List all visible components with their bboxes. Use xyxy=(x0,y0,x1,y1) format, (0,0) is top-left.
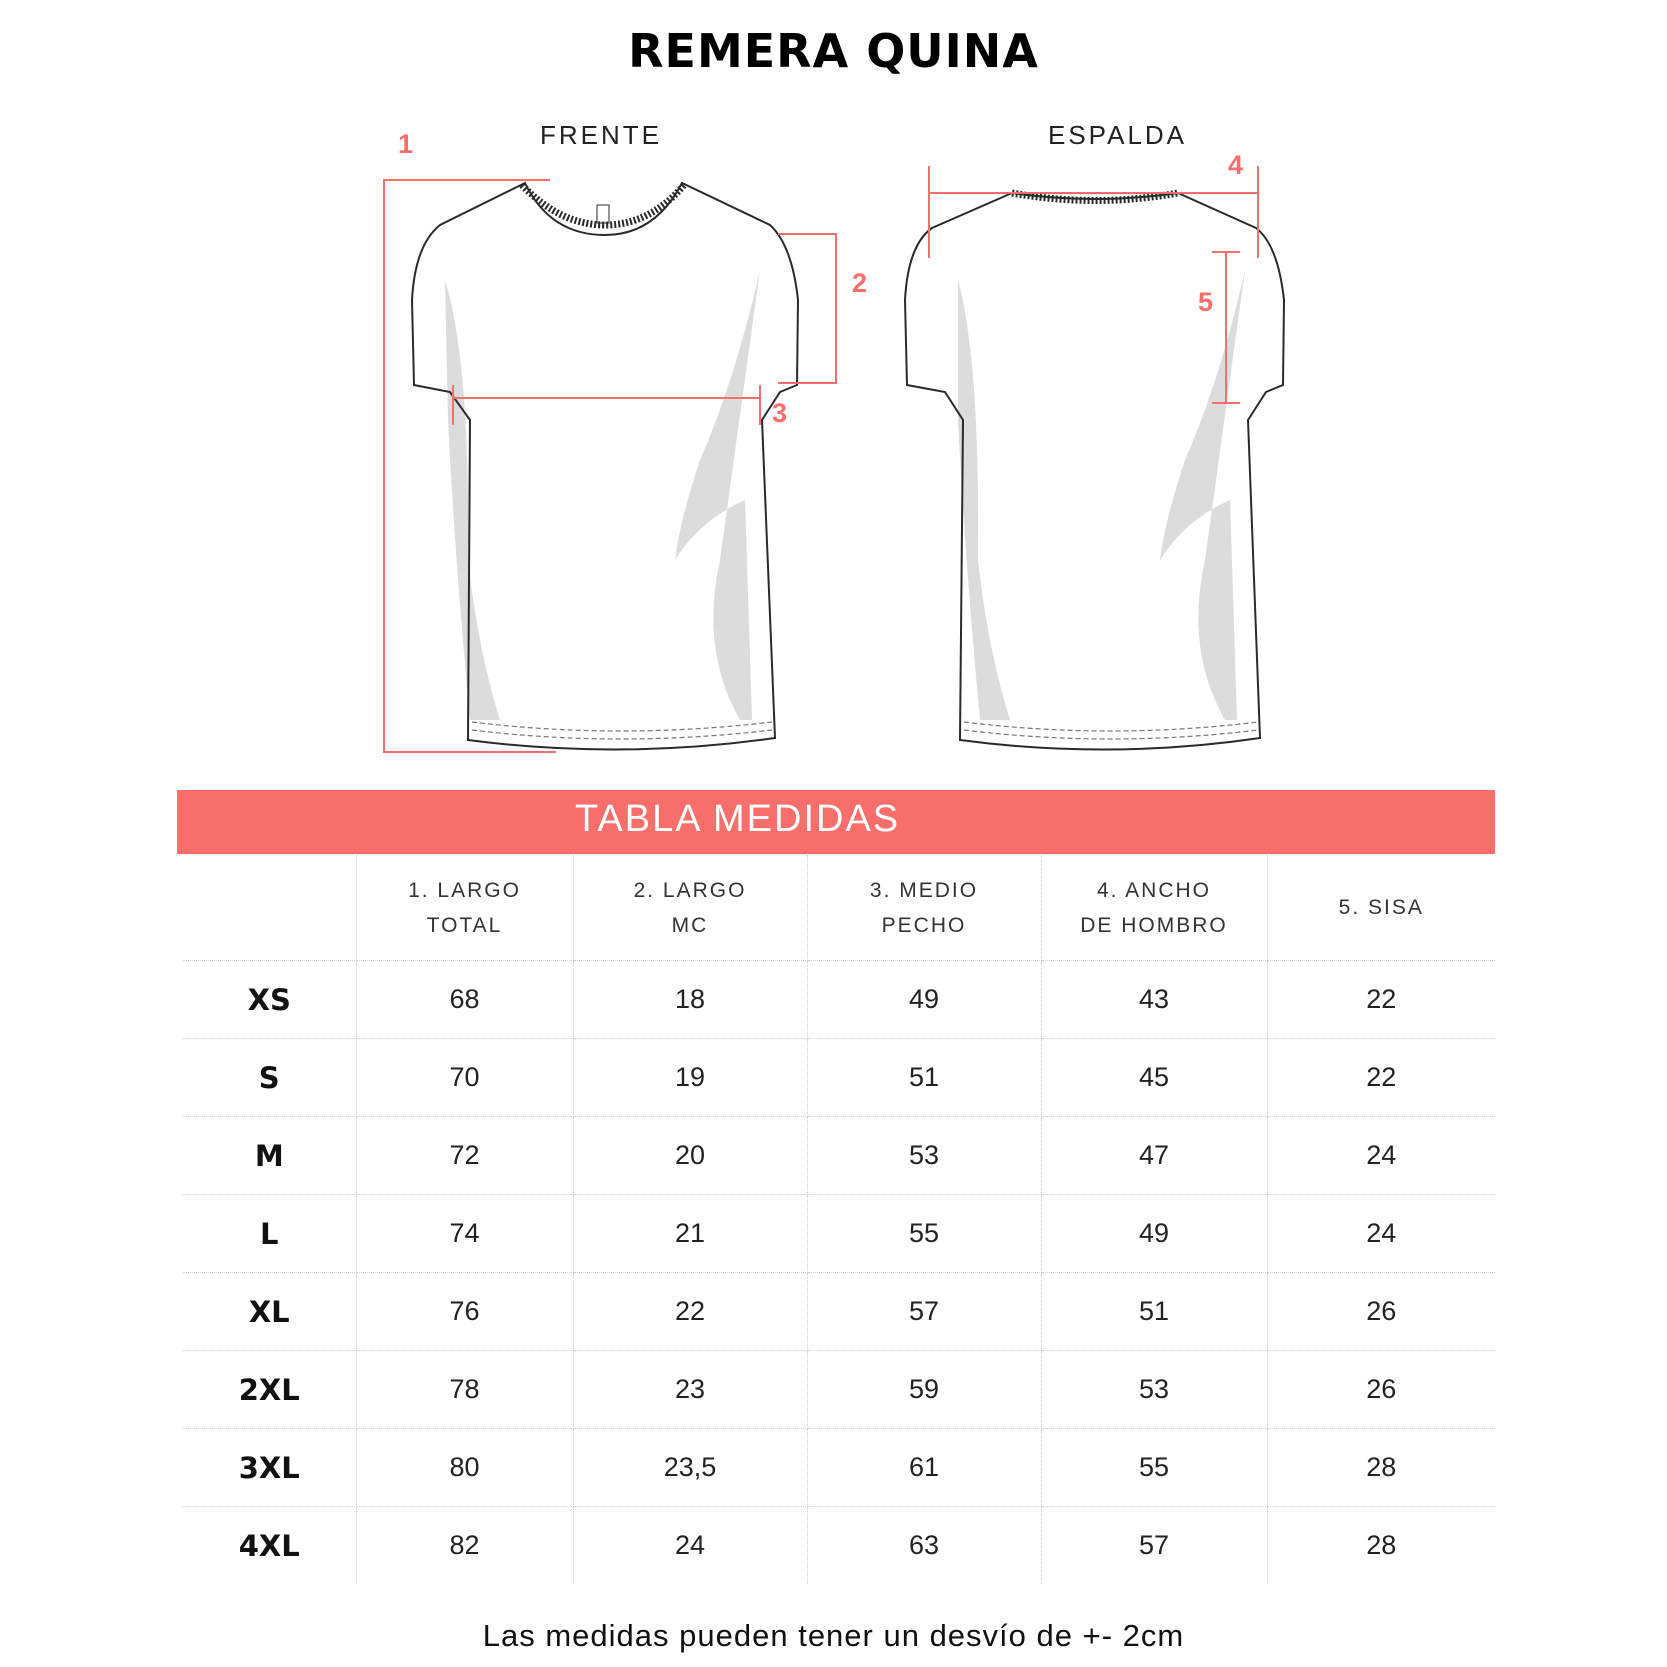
value-cell: 55 xyxy=(807,1195,1041,1273)
value-cell: 47 xyxy=(1041,1117,1267,1195)
back-sleeve-shading-right xyxy=(1160,270,1245,720)
size-cell: 4XL xyxy=(183,1507,356,1585)
table-row xyxy=(183,961,1495,1039)
front-hem-stitch-2 xyxy=(472,730,772,739)
back-hem-stitch xyxy=(964,722,1258,731)
table-banner-title: TABLA MEDIDAS xyxy=(575,798,901,840)
value-cell: 28 xyxy=(1366,1530,1397,1560)
value-cell: 63 xyxy=(807,1507,1041,1585)
marker-5: 5 xyxy=(1198,287,1214,317)
value-cell: 53 xyxy=(807,1117,1041,1195)
value-cell: 51 xyxy=(807,1039,1041,1117)
front-hem-stitch xyxy=(472,722,772,731)
deviation-footnote: Las medidas pueden tener un desvío de +- 2cm xyxy=(482,1618,1185,1653)
table-row xyxy=(183,1507,1495,1585)
table-row xyxy=(183,1117,1495,1195)
value-cell: 22 xyxy=(1267,1039,1495,1117)
value-cell: 26 xyxy=(1267,1351,1495,1429)
value-cell: 19 xyxy=(573,1039,807,1117)
size-cell: L xyxy=(183,1195,356,1273)
value-cell: 24 xyxy=(1267,1117,1495,1195)
size-cell: 3XL xyxy=(183,1429,356,1507)
measure-line-2 xyxy=(778,234,836,383)
table-row xyxy=(183,1351,1495,1429)
value-cell: 57 xyxy=(1041,1507,1267,1585)
header-sisa: 5. SISA xyxy=(1267,855,1495,961)
front-sleeve-shading-right xyxy=(675,270,760,720)
header-medio-pecho: 3. MEDIO PECHO xyxy=(807,855,1041,961)
front-view-label: FRENTE xyxy=(540,120,662,150)
back-view-label: ESPALDA xyxy=(1048,120,1188,150)
measure-line-4 xyxy=(929,166,1258,258)
value-cell: 70 xyxy=(356,1039,573,1117)
value-cell: 23,5 xyxy=(573,1429,807,1507)
back-tshirt-illustration xyxy=(905,193,1284,750)
value-cell: 74 xyxy=(356,1195,573,1273)
back-sleeve-shading-left xyxy=(958,280,1010,720)
page-title: REMERA QUINA xyxy=(628,24,1039,78)
value-cell: 59 xyxy=(807,1351,1041,1429)
value-cell: 76 xyxy=(356,1273,573,1351)
table-row xyxy=(183,1039,1495,1117)
size-cell: XS xyxy=(183,961,356,1039)
table-row xyxy=(183,1429,1495,1507)
front-sleeve-shading-left xyxy=(445,280,500,720)
marker-4: 4 xyxy=(1228,150,1244,180)
header-ancho-hombro: 4. ANCHO DE HOMBRO xyxy=(1041,855,1267,961)
table-row xyxy=(183,1273,1495,1351)
value-cell: 28 xyxy=(1267,1429,1495,1507)
marker-2: 2 xyxy=(852,268,868,298)
front-tshirt-illustration xyxy=(412,183,798,750)
header-largo-total: 1. LARGO TOTAL xyxy=(356,855,573,961)
value-cell: 24 xyxy=(573,1507,807,1585)
value-cell: 21 xyxy=(573,1195,807,1273)
value-cell: 43 xyxy=(1041,961,1267,1039)
value-cell: 82 xyxy=(356,1507,573,1585)
header-size xyxy=(183,855,356,961)
value-cell: 22 xyxy=(573,1273,807,1351)
value-cell: 57 xyxy=(807,1273,1041,1351)
value-cell: 24 xyxy=(1267,1195,1495,1273)
value-cell: 45 xyxy=(1041,1039,1267,1117)
value-cell: 55 xyxy=(1041,1429,1267,1507)
front-neck-label xyxy=(597,205,609,223)
size-cell: 2XL xyxy=(183,1351,356,1429)
value-cell: 72 xyxy=(356,1117,573,1195)
size-cell: M xyxy=(183,1117,356,1195)
value-cell: 49 xyxy=(1041,1195,1267,1273)
value-cell: 23 xyxy=(573,1351,807,1429)
value-cell: 26 xyxy=(1267,1273,1495,1351)
garment-diagram xyxy=(0,0,1667,780)
size-table xyxy=(183,855,1495,1584)
value-cell: 80 xyxy=(356,1429,573,1507)
size-cell: S xyxy=(183,1039,356,1117)
value-cell: 20 xyxy=(573,1117,807,1195)
measure-line-3 xyxy=(453,385,760,425)
value-cell: 53 xyxy=(1041,1351,1267,1429)
value-cell: 51 xyxy=(1041,1273,1267,1351)
value-cell: 22 xyxy=(1267,961,1495,1039)
size-cell: XL xyxy=(183,1273,356,1351)
value-cell: 18 xyxy=(573,961,807,1039)
marker-3: 3 xyxy=(772,398,788,428)
value-cell: 61 xyxy=(807,1429,1041,1507)
value-cell: 68 xyxy=(356,961,573,1039)
table-row xyxy=(183,1195,1495,1273)
value-cell: 49 xyxy=(807,961,1041,1039)
header-largo-mc: 2. LARGO MC xyxy=(573,855,807,961)
value-cell: 78 xyxy=(356,1351,573,1429)
table-header-row xyxy=(183,855,1495,961)
marker-1: 1 xyxy=(398,129,414,159)
